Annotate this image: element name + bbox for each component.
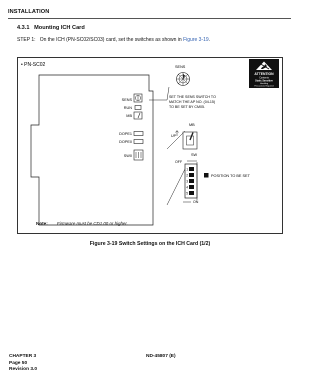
position-legend-label: POSITION TO BE SET — [211, 174, 250, 178]
sw-detail-title: SW — [191, 153, 198, 157]
panel-label-sens: SENS — [121, 98, 132, 102]
figure-caption: Figure 3-19 Switch Settings on the ICH Card (1/2) — [89, 241, 211, 247]
card-label: • PN-SC02 — [21, 62, 46, 68]
panel-label-dope0: DOPE0 — [119, 140, 132, 144]
subsection-number: 4.3.1 — [17, 25, 30, 31]
sw-number-4: 4 — [186, 185, 188, 190]
sw-number-1: 1 — [186, 167, 188, 172]
panel-label-mb: MB — [126, 114, 132, 118]
run-led — [135, 106, 141, 110]
switch-settings-figure — [17, 57, 283, 234]
dope0-led — [134, 140, 143, 144]
dope1-led — [134, 132, 143, 136]
running-header: INSTALLATION — [8, 9, 50, 15]
mb-toggle-switch[interactable] — [134, 112, 142, 119]
subsection-heading — [17, 25, 85, 31]
mb-detail-title: MB — [189, 123, 195, 127]
sw0-dip-switch[interactable] — [134, 150, 143, 160]
panel-label-dope1: DOPE1 — [119, 132, 132, 136]
mb-toggle-detail — [176, 131, 198, 150]
footer-doc-number: ND-45807 (E) — [146, 354, 176, 359]
note-label: Note: — [36, 221, 48, 226]
sw-number-2: 2 — [186, 173, 188, 178]
mb-up-label: UP — [171, 134, 176, 138]
sw-number-3: 3 — [186, 179, 188, 184]
attention-line-3: Handling — [260, 83, 268, 85]
figure-link[interactable]: Figure 3-19 — [183, 37, 209, 43]
sw-off-label: OFF — [175, 160, 183, 164]
attention-title: ATTENTION — [254, 72, 274, 76]
sw-on-label: ON — [193, 200, 199, 204]
step-label: STEP 1: — [17, 37, 36, 43]
subsection-title: Mounting ICH Card — [34, 25, 85, 31]
note-text: Firmware must be CD1.00 or higher. — [57, 221, 128, 226]
footer-revision: Revision 3.0 — [9, 367, 37, 372]
panel-label-sw0: SW0 — [123, 154, 132, 158]
sens-instruction-3: TO BE SET BY CM05. — [169, 105, 205, 109]
sens-rotary-switch[interactable] — [134, 94, 142, 102]
sens-instruction-1: SET THE SENS SWITCH TO — [169, 95, 216, 99]
panel-label-run: RUN — [123, 106, 132, 110]
step-text: On the ICH (PN-SC02/SC03) card, set the switches as shown in — [39, 37, 184, 43]
sens-detail-title: SENS — [175, 65, 186, 69]
header-rule — [8, 18, 291, 19]
sens-instruction-2: MATCH THE AP NO. (04-15) — [169, 100, 216, 104]
step-end: . — [208, 37, 211, 43]
attention-line-1: Contents — [259, 76, 269, 80]
step-1 — [17, 37, 210, 43]
sw-number-5: 5 — [186, 191, 188, 196]
attention-line-2: Static Sensitive — [255, 79, 273, 83]
position-legend-swatch — [204, 173, 209, 178]
footer-page: Page 50 — [9, 360, 28, 366]
sens-dial-detail — [176, 72, 190, 86]
footer-chapter: CHAPTER 3 — [9, 354, 37, 359]
attention-line-4: Precautions Required — [254, 85, 274, 88]
